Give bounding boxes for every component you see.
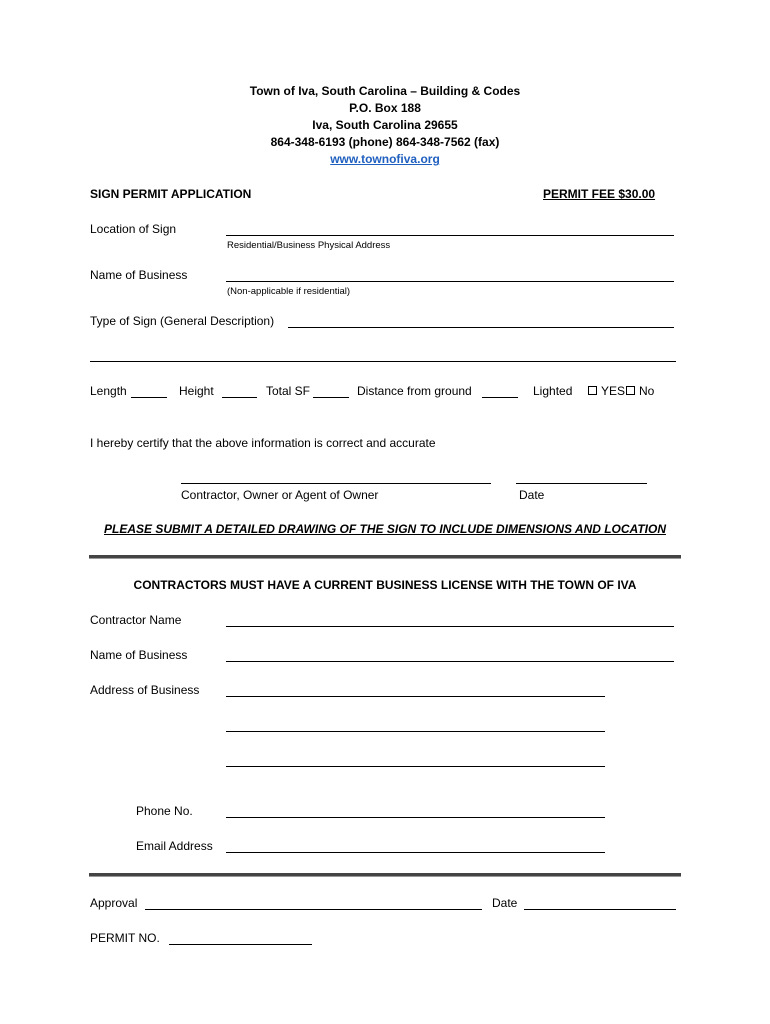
phone-input-line[interactable] xyxy=(226,817,605,818)
contractor-business-input-line[interactable] xyxy=(226,661,674,662)
contractor-address-label: Address of Business xyxy=(90,683,200,697)
yes-label: YES xyxy=(601,384,626,398)
no-checkbox-icon[interactable] xyxy=(626,386,635,395)
height-input-line[interactable] xyxy=(222,397,257,398)
phone-label: Phone No. xyxy=(136,804,193,818)
section-divider-2 xyxy=(89,873,681,877)
distance-label: Distance from ground xyxy=(357,384,472,398)
length-input-line[interactable] xyxy=(131,397,167,398)
no-label: No xyxy=(639,384,655,398)
form-title: SIGN PERMIT APPLICATION xyxy=(90,187,252,201)
location-label: Location of Sign xyxy=(90,222,177,236)
location-input-line[interactable] xyxy=(226,235,674,236)
location-hint: Residential/Business Physical Address xyxy=(227,240,391,251)
header-line-3: Iva, South Carolina 29655 xyxy=(312,118,458,132)
header-line-4: 864-348-6193 (phone) 864-348-7562 (fax) xyxy=(270,135,500,149)
contractor-name-label: Contractor Name xyxy=(90,613,182,627)
distance-input-line[interactable] xyxy=(482,397,518,398)
yes-checkbox-icon[interactable] xyxy=(588,386,597,395)
website-link[interactable]: www.townofiva.org xyxy=(330,152,440,166)
lighted-no-option[interactable] xyxy=(626,384,654,398)
lighted-yes-option[interactable] xyxy=(588,384,625,398)
sign-type-input-line[interactable] xyxy=(288,327,674,328)
signer-label: Contractor, Owner or Agent of Owner xyxy=(181,488,379,502)
contractor-address-input-line-1[interactable] xyxy=(226,696,605,697)
permit-fee: PERMIT FEE $30.00 xyxy=(543,187,656,201)
permit-number-input-line[interactable] xyxy=(169,944,312,945)
certify-text: I hereby certify that the above information is correct and accurate xyxy=(90,436,436,450)
business-name-input-line[interactable] xyxy=(226,281,674,282)
contractor-address-input-line-3[interactable] xyxy=(226,766,605,767)
contractor-name-input-line[interactable] xyxy=(226,626,674,627)
contractor-notice: CONTRACTORS MUST HAVE A CURRENT BUSINESS LICENSE WITH THE TOWN OF IVA xyxy=(133,578,637,592)
signature-input-line[interactable] xyxy=(181,483,491,484)
total-sf-input-line[interactable] xyxy=(313,397,349,398)
header-line-2: P.O. Box 188 xyxy=(349,101,421,115)
sign-type-label: Type of Sign (General Description) xyxy=(90,314,275,328)
approval-input-line[interactable] xyxy=(145,909,482,910)
approval-date-label: Date xyxy=(492,896,518,910)
email-input-line[interactable] xyxy=(226,852,605,853)
business-name-hint: (Non-applicable if residential) xyxy=(227,286,351,297)
section-divider-1 xyxy=(89,555,681,559)
approval-date-input-line[interactable] xyxy=(524,909,676,910)
height-label: Height xyxy=(179,384,214,398)
contractor-address-input-line-2[interactable] xyxy=(226,731,605,732)
sign-type-input-line-2[interactable] xyxy=(90,361,676,362)
signature-date-input-line[interactable] xyxy=(516,483,647,484)
header-line-1: Town of Iva, South Carolina – Building & Codes xyxy=(249,84,521,98)
length-label: Length xyxy=(90,384,127,398)
total-sf-label: Total SF xyxy=(266,384,311,398)
email-label: Email Address xyxy=(136,839,213,853)
lighted-label: Lighted xyxy=(533,384,573,398)
drawing-notice: PLEASE SUBMIT A DETAILED DRAWING OF THE SIGN TO INCLUDE DIMENSIONS AND LOCATION xyxy=(103,522,666,536)
permit-number-label: PERMIT NO. xyxy=(90,931,160,945)
signature-date-label: Date xyxy=(519,488,545,502)
contractor-business-label: Name of Business xyxy=(90,648,188,662)
business-name-label: Name of Business xyxy=(90,268,188,282)
approval-label: Approval xyxy=(90,896,138,910)
